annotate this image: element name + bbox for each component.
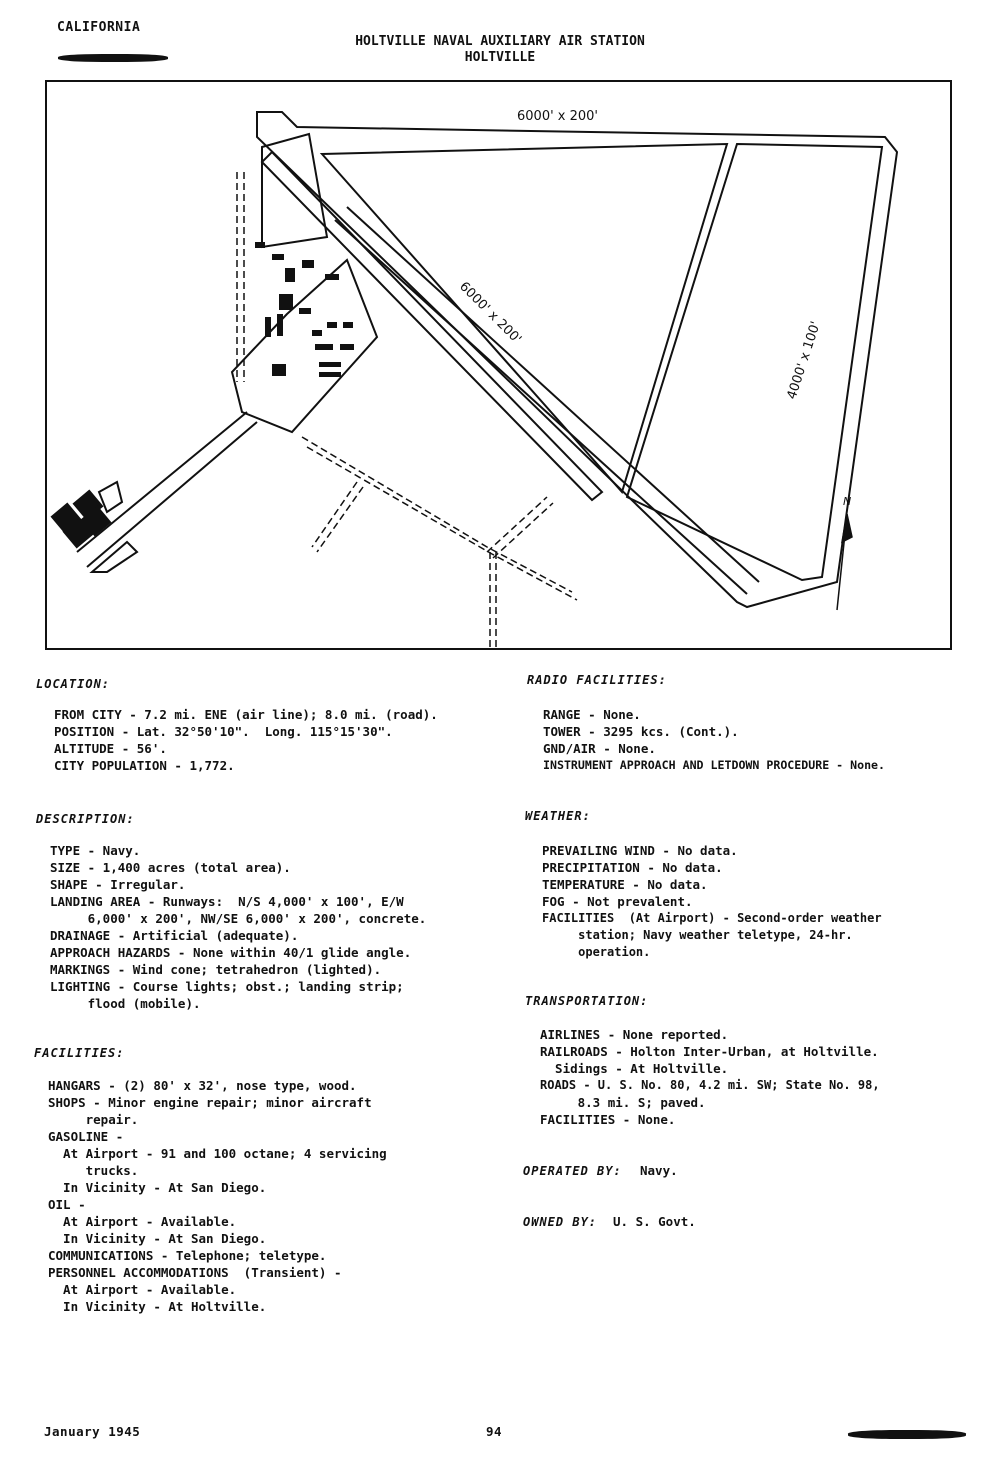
runway-inner — [322, 144, 727, 492]
building — [315, 344, 333, 350]
dashed-road — [487, 497, 547, 552]
building — [325, 274, 339, 280]
owned-by-value: U. S. Govt. — [613, 1214, 696, 1229]
runway-inner — [335, 220, 747, 594]
description-line: APPROACH HAZARDS - None within 40/1 glide angle. — [50, 945, 412, 960]
description-line: flood (mobile). — [50, 996, 201, 1011]
dashed-road — [493, 503, 553, 558]
page-number: 94 — [486, 1424, 503, 1439]
location-line: ALTITUDE - 56'. — [54, 741, 167, 756]
building — [285, 268, 295, 282]
transportation-line: AIRLINES - None reported. — [540, 1027, 729, 1042]
radio-line: INSTRUMENT APPROACH AND LETDOWN PROCEDURE - None. — [543, 758, 886, 772]
weather-line: station; Navy weather teletype, 24-hr. — [542, 928, 853, 942]
transportation-line: RAILROADS - Holton Inter-Urban, at Holtville. — [540, 1044, 879, 1059]
description-line: MARKINGS - Wind cone; tetrahedron (lighted). — [50, 962, 382, 977]
building — [272, 364, 286, 376]
location-line: POSITION - Lat. 32°50'10". Long. 115°15'30". — [54, 724, 393, 739]
weather-line: FOG - Not prevalent. — [542, 894, 693, 909]
facilities-heading: FACILITIES: — [34, 1046, 125, 1060]
transportation-line: Sidings - At Holtville. — [540, 1061, 729, 1076]
facilities-line: repair. — [48, 1112, 139, 1127]
description-line: DRAINAGE - Artificial (adequate). — [50, 928, 299, 943]
description-line: 6,000' x 200', NW/SE 6,000' x 200', concrete. — [50, 911, 427, 926]
runway-inner — [627, 144, 882, 580]
dashed-road — [307, 447, 577, 600]
footer-date: January 1945 — [44, 1424, 141, 1439]
redaction-mark-top — [58, 54, 168, 62]
weather-line: PRECIPITATION - No data. — [542, 860, 723, 875]
facilities-line: At Airport - Available. — [48, 1214, 237, 1229]
operated-by-value: Navy. — [640, 1163, 678, 1178]
dashed-road — [317, 487, 363, 552]
facilities-line: OIL - — [48, 1197, 86, 1212]
airfield-map-svg — [47, 82, 950, 648]
transportation-line: 8.3 mi. S; paved. — [540, 1095, 706, 1110]
facilities-line: HANGARS - (2) 80' x 32', nose type, wood. — [48, 1078, 357, 1093]
redaction-mark-bottom — [848, 1430, 966, 1439]
facilities-line: In Vicinity - At San Diego. — [48, 1231, 267, 1246]
runway-inner — [347, 207, 759, 582]
building — [343, 322, 353, 328]
operated-by-label: OPERATED BY: — [523, 1164, 622, 1178]
facilities-line: At Airport - Available. — [48, 1282, 237, 1297]
runway-diagonal-label: 6000' x 200' — [456, 279, 525, 348]
description-line: LIGHTING - Course lights; obst.; landing strip; — [50, 979, 404, 994]
building — [302, 260, 314, 268]
building — [312, 330, 322, 336]
location-line: FROM CITY - 7.2 mi. ENE (air line); 8.0 mi. (road). — [54, 707, 438, 722]
facilities-line: PERSONNEL ACCOMMODATIONS (Transient) - — [48, 1265, 342, 1280]
owned-by-label: OWNED BY: — [523, 1215, 598, 1229]
transportation-line: ROADS - U. S. No. 80, 4.2 mi. SW; State No. 98, — [540, 1078, 880, 1092]
building — [272, 254, 284, 260]
location-line: CITY POPULATION - 1,772. — [54, 758, 235, 773]
building — [277, 314, 283, 336]
runway-top-label: 6000' x 200' — [517, 109, 599, 124]
facilities-line: In Vicinity - At Holtville. — [48, 1299, 267, 1314]
dashed-road — [312, 482, 357, 547]
building — [265, 317, 271, 337]
building — [255, 242, 265, 248]
facilities-line: trucks. — [48, 1163, 139, 1178]
facilities-line: GASOLINE - — [48, 1129, 124, 1144]
runway-right-label: 4000' x 100' — [784, 319, 824, 402]
facilities-line: SHOPS - Minor engine repair; minor aircraft — [48, 1095, 372, 1110]
facilities-line: COMMUNICATIONS - Telephone; teletype. — [48, 1248, 327, 1263]
description-line: LANDING AREA - Runways: N/S 4,000' x 100', E/W — [50, 894, 404, 909]
building — [340, 344, 354, 350]
building — [319, 362, 341, 367]
weather-heading: WEATHER: — [525, 809, 591, 823]
facilities-line: In Vicinity - At San Diego. — [48, 1180, 267, 1195]
weather-line: FACILITIES (At Airport) - Second-order weather — [542, 911, 882, 925]
building — [299, 308, 311, 314]
airfield-diagram — [45, 80, 952, 650]
weather-line: PREVAILING WIND - No data. — [542, 843, 738, 858]
apron-outline — [232, 260, 377, 432]
weather-line: operation. — [542, 945, 651, 959]
transportation-line: FACILITIES - None. — [540, 1112, 676, 1127]
page-subtitle: HOLTVILLE — [464, 50, 536, 65]
description-line: SHAPE - Irregular. — [50, 877, 186, 892]
location-heading: LOCATION: — [36, 677, 111, 691]
building — [319, 372, 341, 377]
radio-line: GND/AIR - None. — [543, 741, 656, 756]
description-heading: DESCRIPTION: — [36, 812, 135, 826]
state-label: CALIFORNIA — [57, 20, 141, 35]
runway-inner — [262, 152, 602, 500]
north-label: N — [843, 495, 852, 508]
radio-line: RANGE - None. — [543, 707, 641, 722]
building — [327, 322, 337, 328]
dashed-road — [302, 437, 572, 592]
weather-line: TEMPERATURE - No data. — [542, 877, 708, 892]
radio-heading: RADIO FACILITIES: — [527, 673, 667, 687]
page-title: HOLTVILLE NAVAL AUXILIARY AIR STATION — [355, 34, 645, 49]
transportation-heading: TRANSPORTATION: — [525, 994, 649, 1008]
access-road — [99, 482, 122, 512]
description-line: TYPE - Navy. — [50, 843, 141, 858]
facilities-line: At Airport - 91 and 100 octane; 4 servicing — [48, 1146, 387, 1161]
building — [279, 294, 293, 310]
radio-line: TOWER - 3295 kcs. (Cont.). — [543, 724, 739, 739]
description-line: SIZE - 1,400 acres (total area). — [50, 860, 291, 875]
